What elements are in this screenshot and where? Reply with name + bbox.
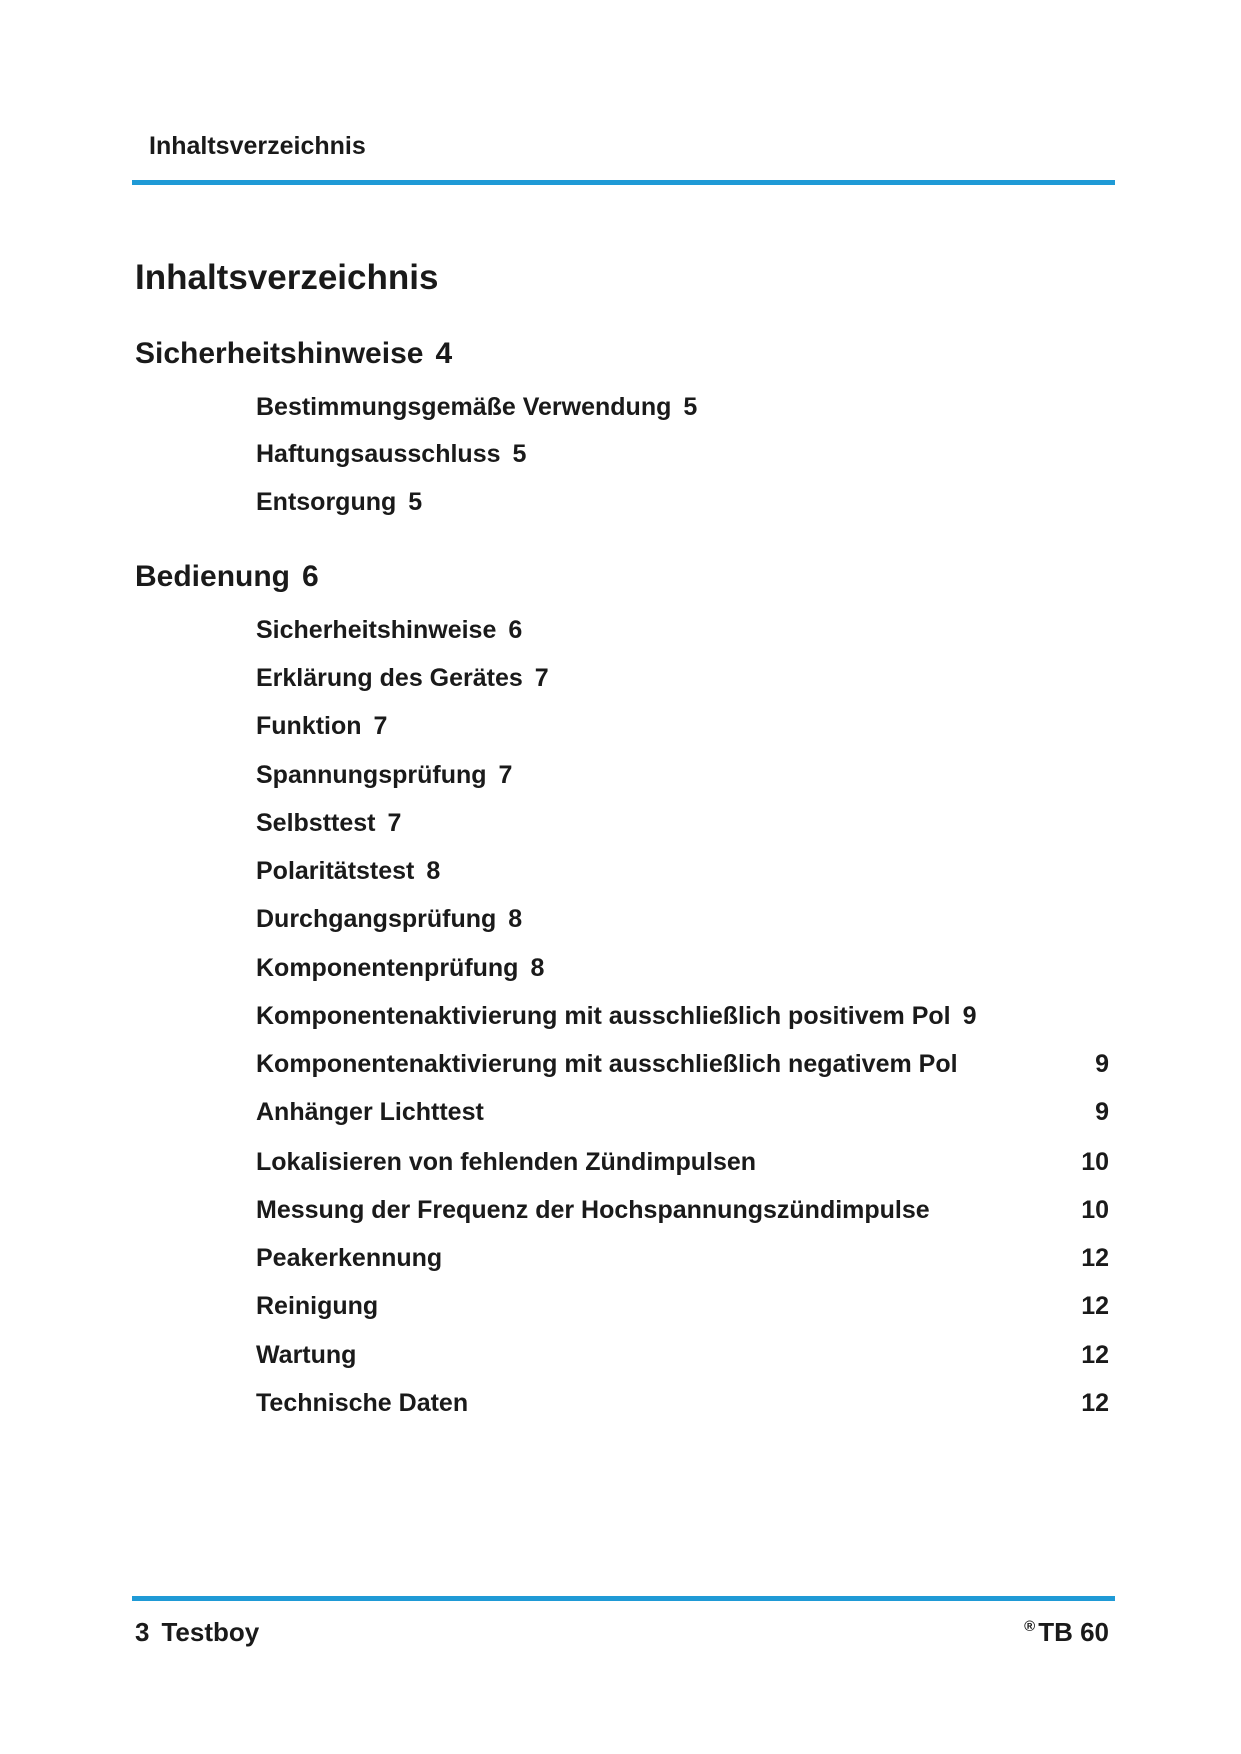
toc-entry-page: 7 <box>373 712 388 740</box>
toc-entry[interactable] <box>256 664 549 693</box>
toc-entry-title: Anhänger Lichttest <box>256 1098 484 1126</box>
toc-entry[interactable] <box>256 905 522 934</box>
toc-entry-title: Durchgangsprüfung <box>256 905 497 933</box>
footer-right <box>1024 1617 1109 1648</box>
toc-entry-title: Haftungsausschluss <box>256 440 501 468</box>
toc-entry-page: 5 <box>408 488 423 516</box>
toc-section-title: Sicherheitshinweise <box>135 337 424 370</box>
toc-entry[interactable] <box>256 761 512 790</box>
toc-entry-page: 7 <box>534 664 549 692</box>
toc-section-bedienung[interactable] <box>135 560 319 594</box>
toc-entry-title: Peakerkennung <box>256 1244 443 1272</box>
toc-entry-title: Spannungsprüfung <box>256 761 487 789</box>
toc-entry-title: Funktion <box>256 712 362 740</box>
footer-rule <box>132 1596 1115 1601</box>
toc-entry-title: Polaritätstest <box>256 857 415 885</box>
toc-entry-page: 5 <box>512 440 527 468</box>
toc-entry[interactable] <box>256 1098 1109 1127</box>
toc-entry[interactable] <box>256 393 697 422</box>
toc-entry-title: Bestimmungsgemäße Verwendung <box>256 393 672 421</box>
footer-left <box>135 1617 259 1648</box>
toc-entry[interactable] <box>256 1002 977 1031</box>
toc-entry-title: Sicherheitshinweise <box>256 616 497 644</box>
toc-section-title: Bedienung <box>135 560 290 593</box>
toc-entry[interactable] <box>256 1292 1109 1321</box>
toc-section-page: 4 <box>435 337 453 370</box>
toc-entry[interactable] <box>256 488 422 517</box>
running-header: Inhaltsverzeichnis <box>149 132 366 160</box>
toc-entry-page: 12 <box>1081 1389 1109 1417</box>
page-title: Inhaltsverzeichnis <box>135 258 439 297</box>
toc-entry-page: 5 <box>683 393 698 421</box>
toc-entry[interactable] <box>256 616 522 645</box>
toc-entry-title: Technische Daten <box>256 1389 469 1417</box>
toc-entry[interactable] <box>256 440 526 469</box>
toc-entry[interactable] <box>256 1244 1109 1273</box>
toc-entry-title: Entsorgung <box>256 488 397 516</box>
page-number: 3 <box>135 1617 150 1647</box>
toc-entry[interactable] <box>256 1050 1109 1079</box>
toc-entry-title: Selbsttest <box>256 809 376 837</box>
toc-entry[interactable] <box>256 857 440 886</box>
toc-entry-page: 12 <box>1081 1244 1109 1272</box>
toc-entry[interactable] <box>256 809 401 838</box>
toc-section-page: 6 <box>302 560 319 593</box>
toc-entry[interactable] <box>256 1196 1109 1225</box>
toc-entry-title: Erklärung des Gerätes <box>256 664 523 692</box>
toc-entry-title: Lokalisieren von fehlenden Zündimpulsen <box>256 1148 757 1176</box>
toc-entry-title: Komponentenaktivierung mit ausschließlich positivem Pol <box>256 1002 951 1030</box>
toc-entry[interactable] <box>256 954 544 983</box>
toc-entry-page: 12 <box>1081 1341 1109 1369</box>
toc-entry-page: 6 <box>508 616 523 644</box>
toc-entry[interactable] <box>256 1341 1109 1370</box>
toc-entry-page: 8 <box>530 954 545 982</box>
toc-entry-title: Messung der Frequenz der Hochspannungszündimpulse <box>256 1196 930 1224</box>
toc-entry-page: 9 <box>1095 1098 1109 1126</box>
toc-entry-page: 9 <box>1095 1050 1109 1078</box>
toc-entry-page: 8 <box>426 857 441 885</box>
toc-entry[interactable] <box>256 1389 1109 1418</box>
toc-entry-title: Komponentenaktivierung mit ausschließlich negativem Pol <box>256 1050 958 1078</box>
toc-entry-page: 12 <box>1081 1292 1109 1320</box>
toc-entry-title: Komponentenprüfung <box>256 954 519 982</box>
toc-entry-page: 7 <box>498 761 513 789</box>
brand-name: Testboy <box>161 1617 260 1647</box>
registered-mark: ® <box>1024 1618 1036 1635</box>
toc-entry-page: 10 <box>1081 1148 1109 1176</box>
toc-entry[interactable] <box>256 1148 1109 1177</box>
toc-entry-page: 8 <box>508 905 523 933</box>
toc-entry-title: Wartung <box>256 1341 357 1369</box>
toc-entry-title: Reinigung <box>256 1292 379 1320</box>
toc-entry-page: 9 <box>962 1002 977 1030</box>
toc-entry-page: 10 <box>1081 1196 1109 1224</box>
model-name: TB 60 <box>1038 1617 1109 1647</box>
toc-entry[interactable] <box>256 712 387 741</box>
header-rule <box>132 180 1115 185</box>
toc-entry-page: 7 <box>387 809 402 837</box>
toc-section-sicherheitshinweise[interactable] <box>135 337 452 371</box>
